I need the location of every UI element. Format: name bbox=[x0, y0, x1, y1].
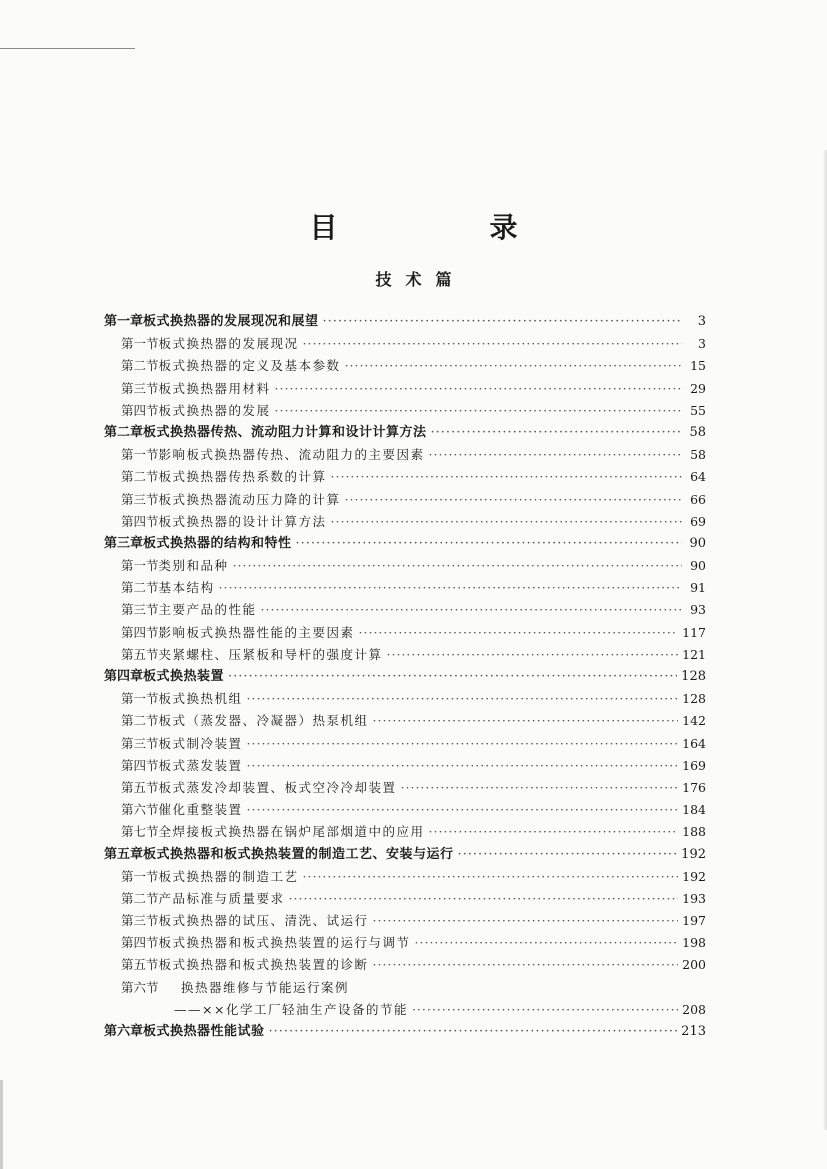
toc-section-entry[interactable] bbox=[104, 733, 706, 755]
dot-leader bbox=[429, 821, 679, 843]
toc-page-number: 192 bbox=[681, 846, 706, 862]
dot-leader bbox=[323, 311, 682, 333]
toc-entry-number: 第六节 bbox=[121, 979, 159, 995]
toc-entry-title: 板式（蒸发器、冷凝器）热泵机组 bbox=[158, 713, 369, 729]
toc-entry-number: 第四章 bbox=[104, 669, 144, 684]
dot-leader bbox=[431, 422, 682, 444]
toc-entry-number: 第五章 bbox=[104, 846, 144, 862]
toc-chapter-entry[interactable] bbox=[104, 666, 706, 688]
toc-section-entry[interactable] bbox=[104, 444, 706, 466]
toc-page-number: 90 bbox=[689, 535, 706, 551]
dot-leader bbox=[345, 355, 682, 377]
toc-chapter-entry[interactable] bbox=[104, 844, 706, 866]
dot-leader bbox=[331, 511, 682, 533]
toc-entry-number: 第二节 bbox=[121, 713, 159, 729]
toc-entry-title: 板式换热器的试压、清洗、试运行 bbox=[158, 913, 369, 929]
scan-artifact-line bbox=[0, 48, 135, 49]
dot-leader bbox=[247, 799, 679, 821]
toc-entry-title: 板式换热装置 bbox=[143, 669, 225, 684]
toc-section-entry[interactable] bbox=[104, 954, 706, 976]
toc-section-entry[interactable] bbox=[104, 400, 706, 422]
dot-leader bbox=[289, 888, 679, 910]
toc-entry-number: 第一节 bbox=[121, 691, 159, 707]
toc-section-entry[interactable] bbox=[104, 688, 706, 710]
toc-entry-title: 催化重整装置 bbox=[158, 802, 243, 818]
toc-entry-number: 第二节 bbox=[121, 358, 159, 374]
toc-page-number: 200 bbox=[682, 957, 706, 973]
toc-entry-number: 第三节 bbox=[121, 735, 159, 751]
dot-leader bbox=[359, 622, 679, 644]
dot-leader bbox=[233, 555, 682, 577]
dot-leader bbox=[261, 599, 682, 621]
toc-page-number: 164 bbox=[682, 735, 706, 751]
toc-entry-number: 第四节 bbox=[121, 935, 159, 951]
toc-entry-number: 第六章 bbox=[104, 1024, 144, 1039]
toc-entry-title: ——××化学工厂轻油生产设备的节能 bbox=[174, 1001, 408, 1017]
toc-page-number: 121 bbox=[682, 646, 706, 662]
toc-entry-title: 板式换热器的设计计算方法 bbox=[158, 513, 327, 529]
toc-entry-title: 板式换热器的定义及基本参数 bbox=[158, 358, 341, 374]
toc-entry-number: 第四节 bbox=[121, 402, 159, 418]
toc-section-entry[interactable] bbox=[104, 755, 706, 777]
toc-page-number: 176 bbox=[682, 779, 706, 795]
toc-entry-title: 产品标准与质量要求 bbox=[158, 890, 285, 906]
toc-page-number: 117 bbox=[682, 624, 706, 640]
toc-entry-number: 第五节 bbox=[121, 646, 159, 662]
toc-section-entry[interactable] bbox=[104, 799, 706, 821]
dot-leader bbox=[228, 666, 677, 688]
toc-entry-number: 第三章 bbox=[104, 535, 144, 551]
toc-chapter-entry[interactable] bbox=[104, 533, 706, 555]
toc-page-number: 91 bbox=[690, 580, 706, 596]
toc-entry-title: 板式换热器性能试验 bbox=[143, 1024, 265, 1039]
toc-entry-title: 影响板式换热器性能的主要因素 bbox=[158, 624, 355, 640]
toc-entry-title: 影响板式换热器传热、流动阻力的主要因素 bbox=[158, 447, 425, 463]
toc-entry-number: 第二节 bbox=[121, 580, 159, 596]
toc-page-number: 188 bbox=[682, 824, 706, 840]
toc-section-entry[interactable] bbox=[104, 777, 706, 799]
toc-page-number: 58 bbox=[690, 447, 706, 463]
dot-leader bbox=[429, 444, 682, 466]
toc-entry-number: 第六节 bbox=[121, 802, 159, 818]
page-title: 目 录 bbox=[309, 211, 580, 244]
toc-chapter-entry[interactable] bbox=[104, 311, 706, 333]
toc-entry-title: 板式换热器传热、流动阻力计算和设计计算方法 bbox=[143, 424, 427, 440]
toc-entry-title: 板式换热器的结构和特性 bbox=[143, 535, 292, 551]
dot-leader bbox=[303, 333, 682, 355]
toc-section-entry[interactable] bbox=[104, 888, 706, 910]
toc-section-entry[interactable] bbox=[104, 599, 706, 621]
toc-entry-number: 第三节 bbox=[121, 380, 159, 396]
dot-leader bbox=[303, 866, 679, 888]
toc-page-number: 58 bbox=[689, 424, 706, 440]
toc-entry-title: 板式换热器和板式换热装置的运行与调节 bbox=[158, 935, 411, 951]
dot-leader bbox=[415, 932, 679, 954]
toc-entry-title: 主要产品的性能 bbox=[158, 602, 257, 618]
toc-entry-number: 第五节 bbox=[121, 779, 159, 795]
dot-leader bbox=[387, 644, 679, 666]
toc-entry-title: 夹紧螺柱、压紧板和导杆的强度计算 bbox=[158, 646, 383, 662]
toc-section-entry[interactable] bbox=[104, 999, 706, 1021]
dot-leader bbox=[345, 489, 682, 511]
toc-page-number: 29 bbox=[690, 380, 706, 396]
toc-section-entry[interactable] bbox=[104, 555, 706, 577]
dot-leader bbox=[296, 533, 682, 555]
toc-entry-title: 全焊接板式换热器在锅炉尾部烟道中的应用 bbox=[158, 824, 425, 840]
toc-entry-number: 第三节 bbox=[121, 913, 159, 929]
toc-page-number: 192 bbox=[682, 868, 706, 884]
toc-section-entry[interactable] bbox=[104, 622, 706, 644]
toc-entry-number: 第四节 bbox=[121, 757, 159, 773]
toc-page-number: 90 bbox=[690, 558, 706, 574]
toc-entry-title: 板式蒸发冷却装置、板式空冷冷却装置 bbox=[158, 779, 397, 795]
scan-edge-shadow-left bbox=[0, 1080, 3, 1169]
toc-page-number: 128 bbox=[681, 669, 706, 684]
toc-section-entry[interactable] bbox=[104, 910, 706, 932]
toc-entry-title: 板式换热器和板式换热装置的制造工艺、安装与运行 bbox=[143, 846, 454, 862]
dot-leader bbox=[331, 466, 682, 488]
dot-leader bbox=[275, 400, 682, 422]
toc-page-number: 184 bbox=[682, 802, 706, 818]
dot-leader bbox=[247, 733, 679, 755]
toc-section-entry[interactable] bbox=[104, 866, 706, 888]
toc-page-number: 197 bbox=[682, 913, 706, 929]
toc-entry-number: 第二节 bbox=[121, 469, 159, 485]
dot-leader bbox=[373, 910, 679, 932]
toc-page-number: 3 bbox=[698, 336, 706, 352]
part-title: 技术篇 bbox=[375, 270, 466, 289]
toc-entry-title: 板式蒸发装置 bbox=[158, 757, 243, 773]
toc-section-entry[interactable] bbox=[104, 511, 706, 533]
toc-page-number: 142 bbox=[682, 713, 706, 729]
toc-entry-title: 板式换热器传热系数的计算 bbox=[158, 469, 327, 485]
toc-page-number: 69 bbox=[690, 513, 706, 529]
toc-entry-title: 板式换热器的制造工艺 bbox=[158, 868, 299, 884]
toc-section-entry[interactable] bbox=[104, 932, 706, 954]
toc-entry-number: 第一节 bbox=[121, 447, 159, 463]
toc-entry-title: 基本结构 bbox=[158, 580, 215, 596]
table-of-contents bbox=[104, 311, 706, 1043]
toc-entry-number: 第四节 bbox=[121, 513, 159, 529]
toc-entry-number: 第三节 bbox=[121, 491, 159, 507]
toc-entry-title: 板式换热器和板式换热装置的诊断 bbox=[158, 957, 369, 973]
toc-entry-number: 第五节 bbox=[121, 957, 159, 973]
toc-page-number: 213 bbox=[681, 1024, 706, 1039]
scan-edge-shadow bbox=[823, 150, 827, 1130]
toc-section-entry[interactable] bbox=[104, 644, 706, 666]
toc-section-entry[interactable] bbox=[104, 710, 706, 732]
toc-entry-number: 第二节 bbox=[121, 890, 159, 906]
dot-leader bbox=[275, 378, 682, 400]
toc-entry-title: 板式制冷装置 bbox=[158, 735, 243, 751]
toc-page-number: 15 bbox=[690, 358, 706, 374]
toc-page-number: 64 bbox=[690, 469, 706, 485]
dot-leader bbox=[373, 954, 679, 976]
toc-section-entry[interactable] bbox=[104, 466, 706, 488]
toc-section-entry[interactable] bbox=[104, 977, 706, 999]
toc-page-number: 208 bbox=[682, 1001, 706, 1017]
dot-leader bbox=[247, 755, 679, 777]
dot-leader bbox=[458, 844, 678, 866]
dot-leader bbox=[412, 999, 678, 1021]
dot-leader bbox=[401, 777, 679, 799]
toc-entry-number: 第三节 bbox=[121, 602, 159, 618]
toc-entry-number: 第七节 bbox=[121, 824, 159, 840]
toc-page-number: 128 bbox=[682, 691, 706, 707]
toc-entry-title: 板式换热器的发展 bbox=[158, 402, 271, 418]
toc-section-entry[interactable] bbox=[104, 821, 706, 843]
toc-entry-number: 第四节 bbox=[121, 624, 159, 640]
toc-section-entry[interactable] bbox=[104, 577, 706, 599]
toc-page-number: 66 bbox=[690, 491, 706, 507]
dot-leader bbox=[247, 688, 679, 710]
toc-entry-title: 板式换热器用材料 bbox=[158, 380, 271, 396]
toc-page-number: 3 bbox=[697, 314, 706, 329]
toc-chapter-entry[interactable] bbox=[104, 422, 706, 444]
toc-entry-number: 第一章 bbox=[104, 314, 144, 329]
toc-entry-number: 第一节 bbox=[121, 558, 159, 574]
toc-entry-title: 类别和品种 bbox=[158, 558, 229, 574]
toc-entry-number: 第二章 bbox=[104, 424, 144, 440]
toc-entry-title: 板式换热器的发展现况和展望 bbox=[143, 314, 319, 329]
toc-page-number: 193 bbox=[682, 890, 706, 906]
toc-section-entry[interactable] bbox=[104, 355, 706, 377]
toc-section-entry[interactable] bbox=[104, 333, 706, 355]
toc-entry-title: 换热器维修与节能运行案例 bbox=[181, 979, 350, 995]
toc-section-entry[interactable] bbox=[104, 378, 706, 400]
toc-entry-title: 板式换热机组 bbox=[158, 691, 243, 707]
toc-page-number: 55 bbox=[690, 402, 706, 418]
toc-entry-number: 第一节 bbox=[121, 868, 159, 884]
dot-leader bbox=[219, 577, 682, 599]
toc-page-number: 169 bbox=[682, 757, 706, 773]
toc-entry-title: 板式换热器的发展现况 bbox=[158, 336, 299, 352]
dot-leader bbox=[269, 1021, 678, 1043]
toc-page-number: 93 bbox=[690, 602, 706, 618]
toc-entry-number: 第一节 bbox=[121, 336, 159, 352]
toc-section-entry[interactable] bbox=[104, 489, 706, 511]
toc-entry-title: 板式换热器流动压力降的计算 bbox=[158, 491, 341, 507]
toc-chapter-entry[interactable] bbox=[104, 1021, 706, 1043]
dot-leader bbox=[373, 710, 679, 732]
toc-page-number: 198 bbox=[682, 935, 706, 951]
